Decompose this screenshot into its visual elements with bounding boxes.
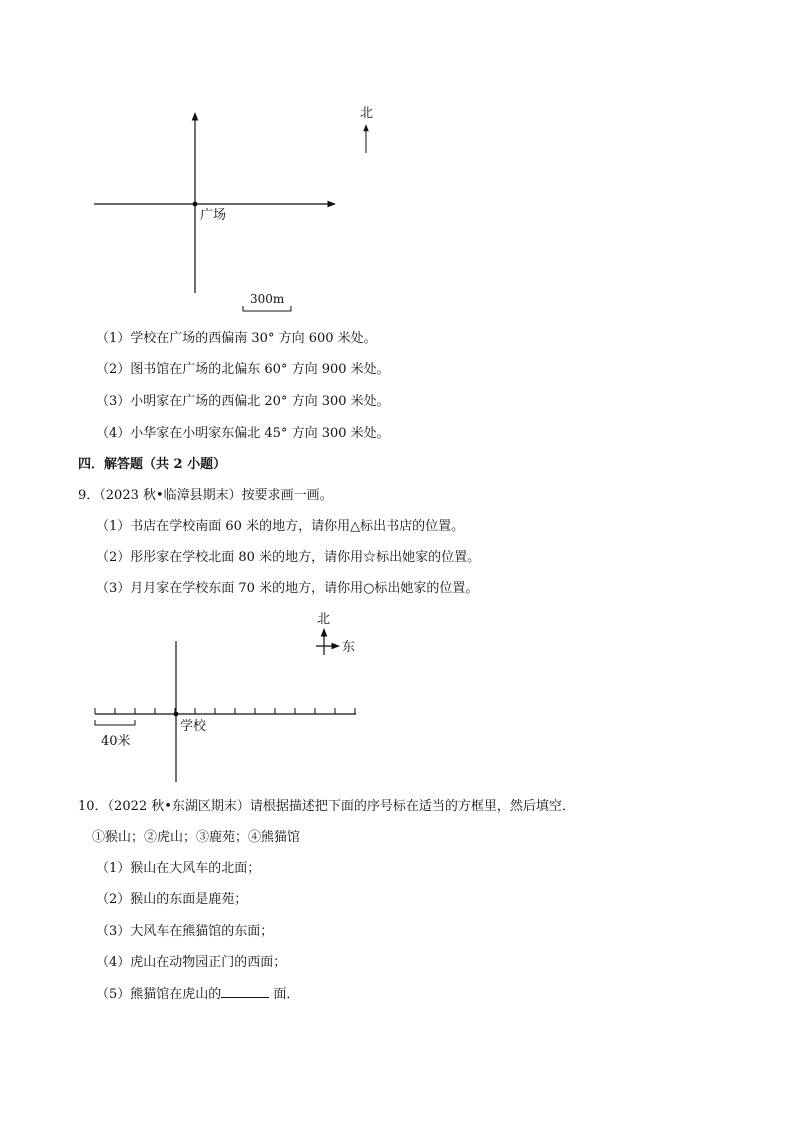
q8-item-1: （1）学校在广场的西偏南 30° 方向 600 米处。	[96, 331, 377, 346]
tick-marks	[95, 708, 355, 714]
q9-item-2: （2）彤彤家在学校北面 80 米的地方，请你用☆标出她家的位置。	[96, 550, 481, 565]
north-label: 北	[317, 612, 331, 627]
q10-item-5-prefix: （5）熊猫馆在虎山的	[96, 987, 222, 1002]
q10-item-5-suffix: 面．	[269, 987, 300, 1002]
east-label: 东	[342, 640, 356, 655]
scale-bar	[243, 306, 291, 311]
q8-item-3: （3）小明家在广场的西偏北 20° 方向 300 米处。	[96, 394, 390, 409]
q10-item-1: （1）猴山在大风车的北面；	[96, 861, 261, 876]
scale-label: 40米	[101, 734, 131, 749]
q8-item-4: （4）小华家在小明家东偏北 45° 方向 300 米处。	[96, 426, 390, 441]
q10-item-5	[96, 985, 299, 1004]
q10-item-2: （2）猴山的东面是鹿苑；	[96, 892, 248, 907]
plaza-label: 广场	[200, 208, 227, 223]
q9-item-3: （3）月月家在学校东面 70 米的地方，请你用○标出她家的位置。	[96, 581, 479, 596]
section-heading: 四．解答题（共 2 小题）	[78, 457, 227, 472]
school-point	[174, 712, 179, 717]
north-label: 北	[360, 106, 374, 121]
q10-item-4: （4）虎山在动物园正门的西面；	[96, 955, 287, 970]
scale-label: 300m	[250, 292, 285, 306]
q10-stem: 10．（2022 秋•东湖区期末）请根据描述把下面的序号标在适当的方框里，然后填空．	[78, 799, 575, 814]
q10-options: ①猴山；②虎山；③鹿苑；④熊猫馆	[92, 830, 301, 845]
q8-item-2: （2）图书馆在广场的北偏东 60° 方向 900 米处。	[96, 362, 390, 377]
school-label: 学校	[180, 719, 207, 734]
q10-item-3: （3）大风车在熊猫馆的东面；	[96, 924, 274, 939]
scale-bracket	[95, 720, 135, 725]
q9-stem: 9．（2023 秋•临漳县期末）按要求画一画。	[78, 488, 333, 503]
answer-blank[interactable]	[221, 985, 269, 998]
direction-figure-plaza	[80, 95, 400, 325]
plaza-point	[193, 202, 198, 207]
direction-figure-school	[80, 605, 380, 790]
q9-item-1: （1）书店在学校南面 60 米的地方，请你用△标出书店的位置。	[96, 519, 465, 534]
